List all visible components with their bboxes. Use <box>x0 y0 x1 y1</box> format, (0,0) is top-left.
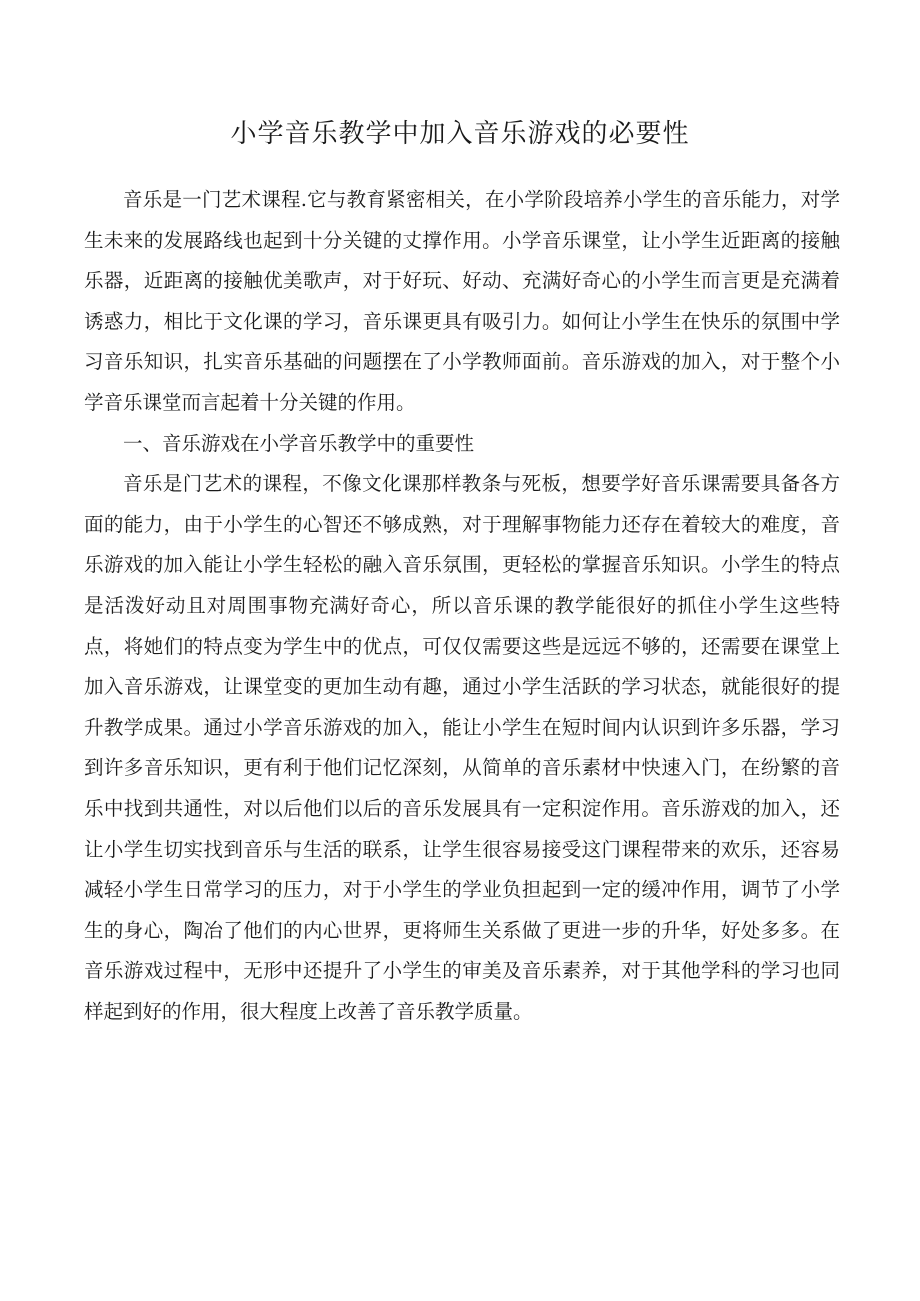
intro-paragraph: 音乐是一门艺术课程.它与教育紧密相关，在小学阶段培养小学生的音乐能力，对学生未来的发展路线也起到十分关键的丈撑作用。小学音乐课堂，让小学生近距离的接触乐器，近距离的接触优美歌声，对于好玩、好动、充满好奇心的小学生而言更是充满着诱惑力，相比于文化课的学习，音乐课更具有吸引力。如何让小学生在快乐的氛围中学习音乐知识，扎实音乐基础的问题摆在了小学教师面前。音乐游戏的加入，对于整个小学音乐课堂而言起着十分关键的作用。 <box>84 188 840 414</box>
document-title: 小学音乐教学中加入音乐游戏的必要性 <box>230 119 690 149</box>
section-heading: 一、音乐游戏在小学音乐教学中的重要性 <box>123 431 475 455</box>
section-paragraph: 音乐是门艺术的课程，不像文化课那样教条与死板，想要学好音乐课需要具备各方面的能力，由于小学生的心智还不够成熟，对于理解事物能力还存在着较大的难度，音乐游戏的加入能让小学生轻松的融入音乐氛围，更轻松的掌握音乐知识。小学生的特点是活泼好动且对周围事物充满好奇心，所以音乐课的教学能很好的抓住小学生这些特点，将她们的特点变为学生中的优点，可仅仅需要这些是远远不够的，还需要在课堂上加入音乐游戏，让课堂变的更加生动有趣，通过小学生活跃的学习状态，就能很好的提升教学成果。通过小学音乐游戏的加入，能让小学生在短时间内认识到许多乐器，学习到许多音乐知识，更有利于他们记忆深刻，从简单的音乐素材中快速入门，在纷繁的音乐中找到共通性，对以后他们以后的音乐发展具有一定积淀作用。音乐游戏的加入，还让小学生切实找到音乐与生活的联系，让学生很容易接受这门课程带来的欢乐，还容易减轻小学生日常学习的压力，对于小学生的学业负担起到一定的缓冲作用，调节了小学生的身心，陶冶了他们的内心世界，更将师生关系做了更进一步的升华，好处多多。在音乐游戏过程中，无形中还提升了小学生的审美及音乐素养，对于其他学科的学习也同样起到好的作用，很大程度上改善了音乐教学质量。 <box>84 472 840 1023</box>
document-body <box>84 180 840 1032</box>
